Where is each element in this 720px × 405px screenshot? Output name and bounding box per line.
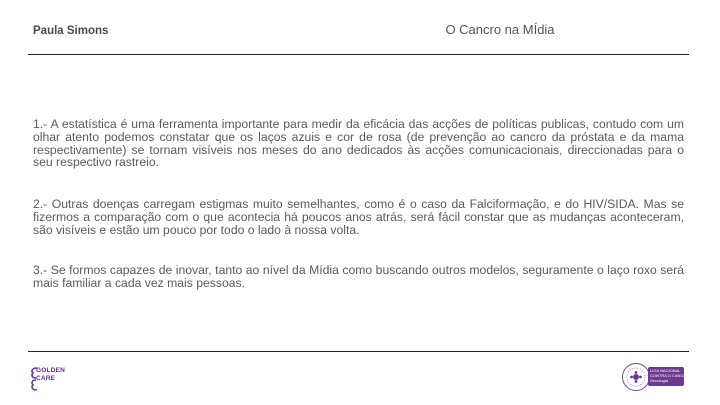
bottom-divider	[28, 351, 689, 352]
paragraph-3: 3.- Se formos capazes de inovar, tanto ao nível da Mídia como buscando outros modelos, seguramente o laço roxo será mais familiar a cada vez mais pessoas.	[33, 263, 684, 290]
page-title: O Cancro na MÍdia	[445, 22, 555, 37]
partner-seal	[622, 363, 690, 391]
seal-line-1: LIGA NACIONAL	[650, 368, 681, 373]
seal-line-3: Oncologia	[650, 378, 669, 383]
logo-line-1: GOLDEN	[36, 367, 66, 374]
ribbon-icon	[623, 364, 649, 390]
golden-care-logo	[30, 364, 72, 392]
seal-badge	[648, 367, 690, 386]
logo-line-2: CARE	[36, 375, 56, 382]
paragraph-2: 2.- Outras doenças carregam estigmas muito semelhantes, como é o caso da Falciformação, e do HIV/SIDA. Mas se fizermos a comparação com o que acontecia há poucos anos atrás, será fácil constar que as mudanças aconteceram, são visíveis e estão um pouco por todo o lado à nossa volta.	[33, 197, 684, 237]
seal-line-2: CONTRA O CANCRO	[650, 373, 690, 378]
top-divider	[28, 54, 689, 55]
seal-emblem	[622, 363, 650, 391]
paragraph-1: 1.- A estatística é uma ferramenta importante para medir da eficácia das acções de políticas publicas, contudo com um olhar atento podemos constatar que os laços azuis e cor de rosa (de prevenção ao cancro da próstata e da mama respectivamente) se tornam visíveis nos meses do ano dedicados às acções comunicacionais, direccionadas para o seu respectivo rastreio.	[33, 117, 684, 170]
author-name: Paula Simons	[33, 25, 109, 37]
